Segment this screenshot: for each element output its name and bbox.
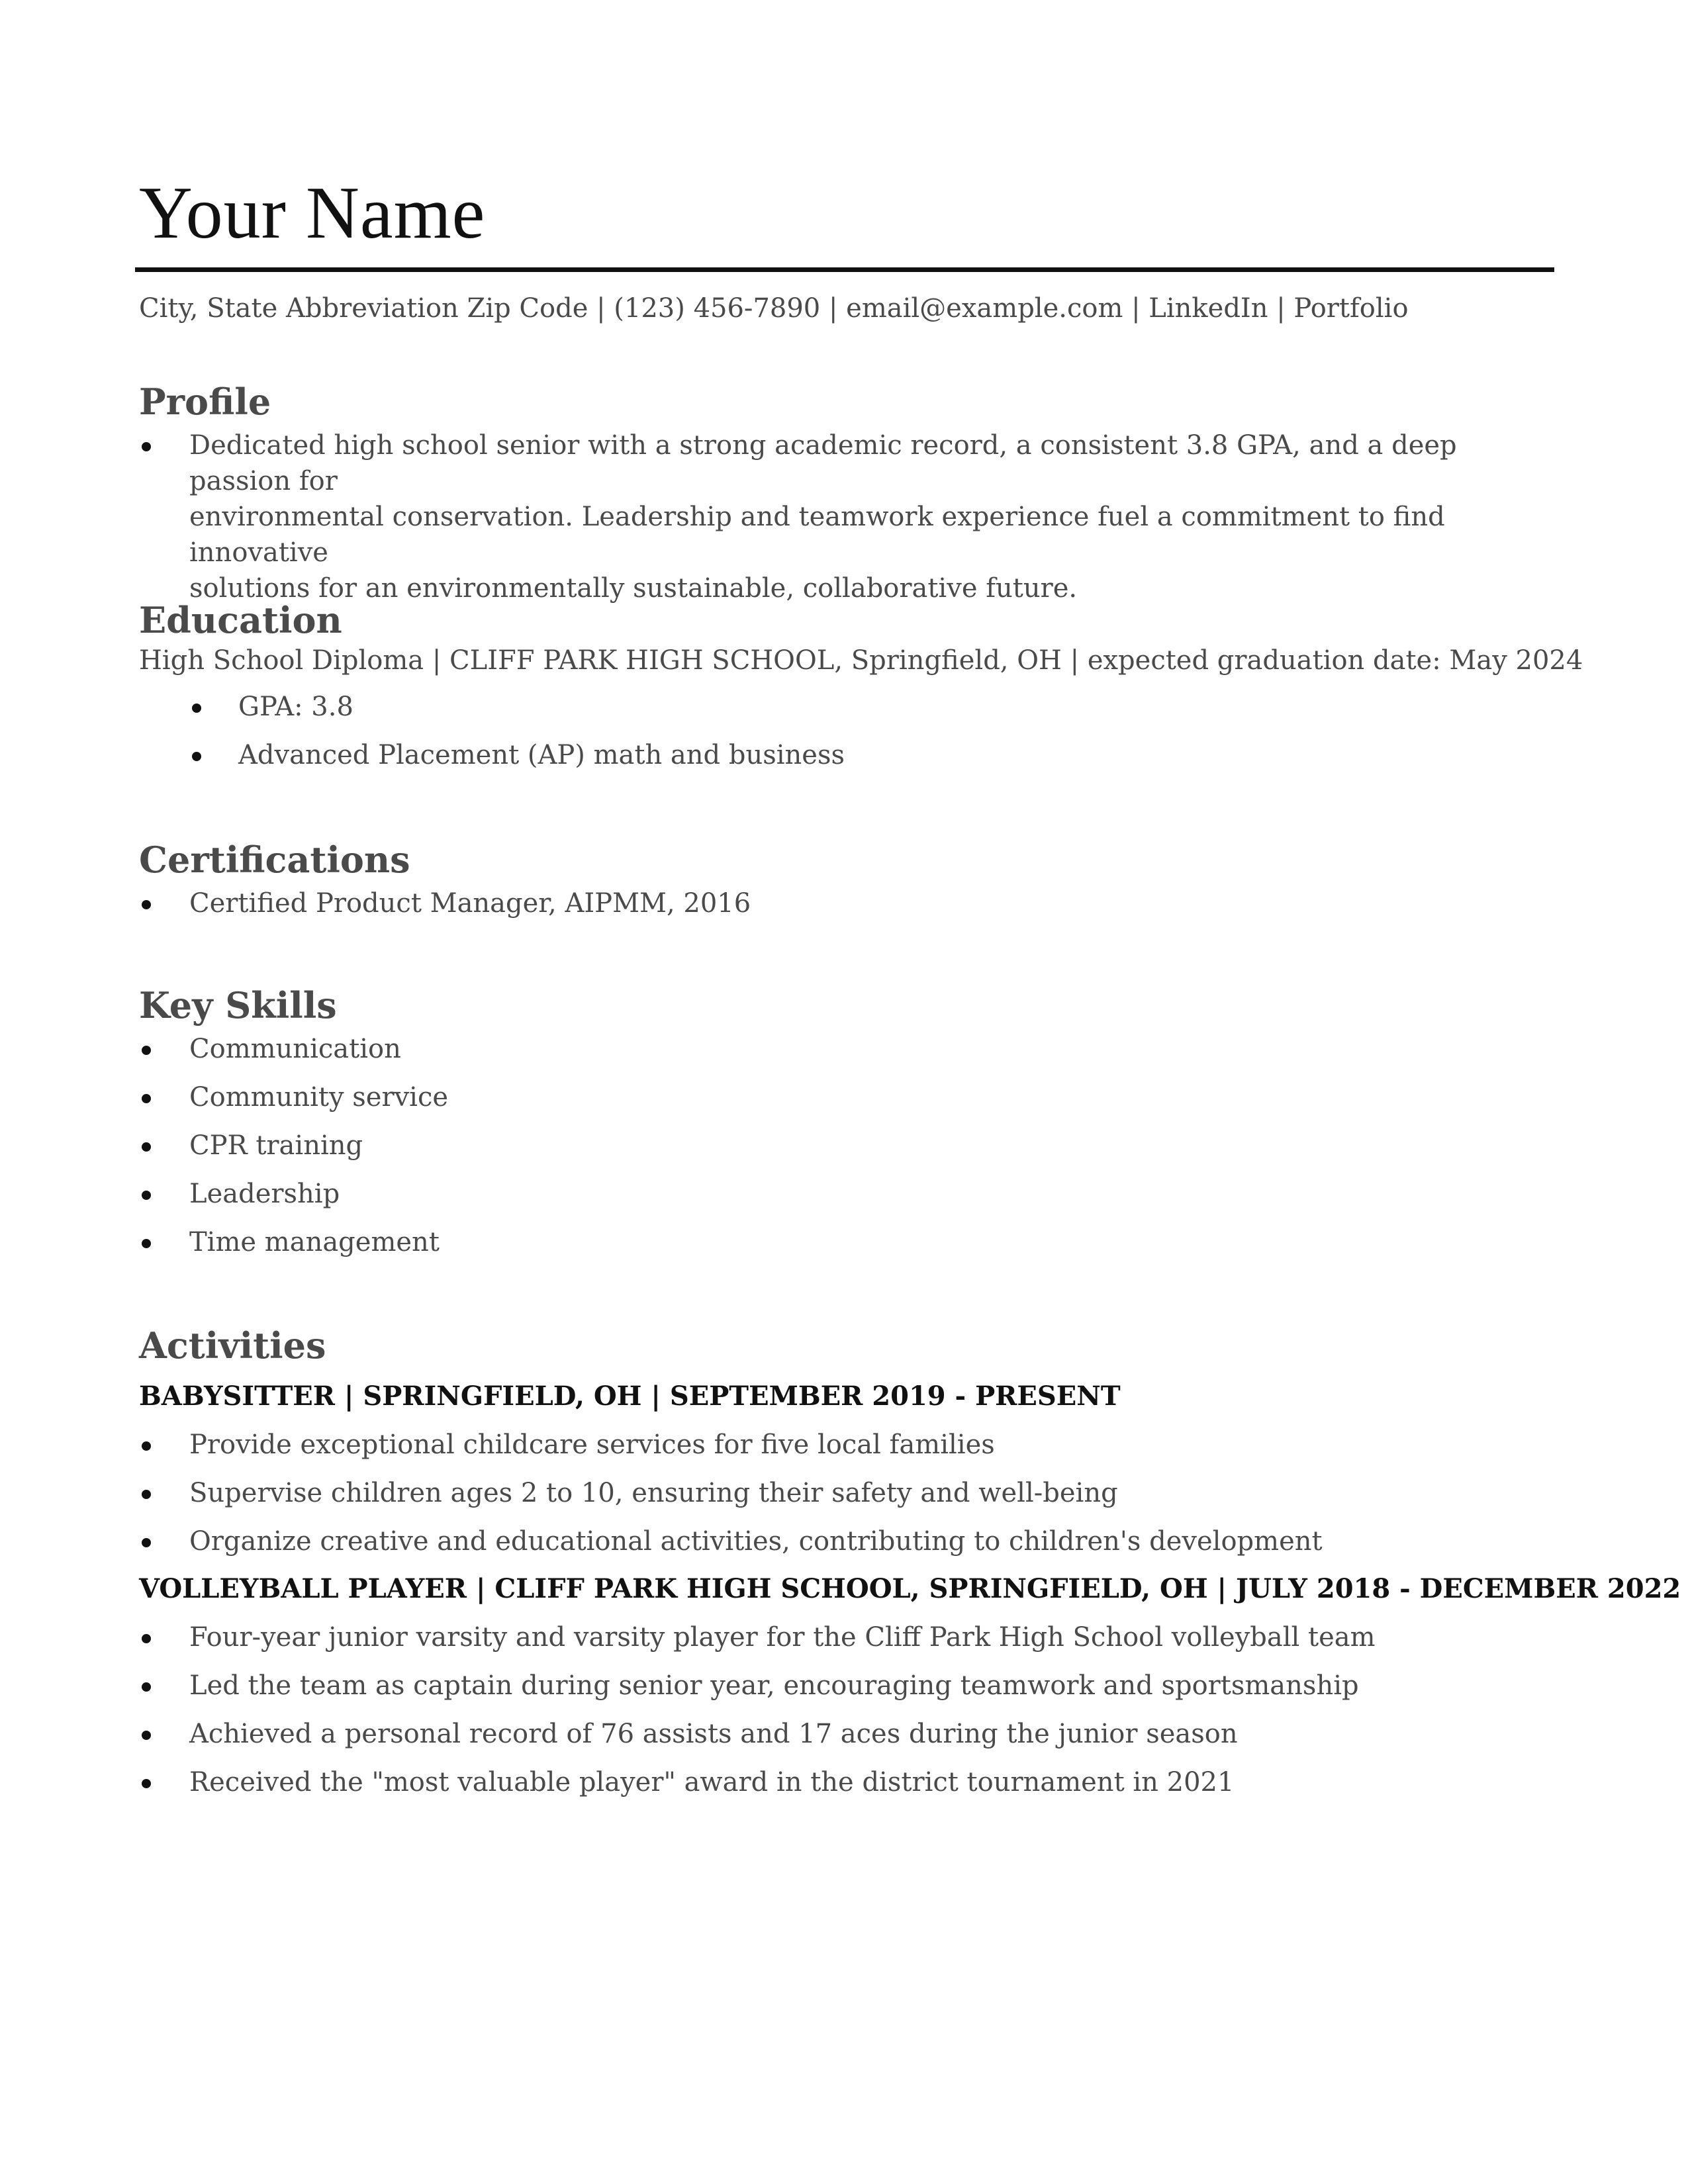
bullet-icon xyxy=(142,1634,151,1643)
activity-item xyxy=(139,1475,1553,1511)
skill-item xyxy=(139,1079,1553,1115)
section-title-profile: Profile xyxy=(139,381,271,423)
activity-item xyxy=(139,1619,1553,1655)
bullet-icon xyxy=(142,1142,151,1152)
education-degree-line: High School Diploma | CLIFF PARK HIGH SCHOOL, Springfield, OH | expected graduation date: May 2024 xyxy=(139,645,1583,676)
activity-item-text: Achieved a personal record of 76 assists and 17 aces during the junior season xyxy=(189,1719,1238,1749)
bullet-icon xyxy=(142,1490,151,1499)
section-title-education: Education xyxy=(139,599,342,641)
profile-line: environmental conservation. Leadership and teamwork experience fuel a commitment to find innovative xyxy=(189,502,1445,568)
bullet-icon xyxy=(142,1094,151,1103)
activity-item-text: Provide exceptional childcare services for five local families xyxy=(189,1430,995,1460)
education-list xyxy=(139,689,1553,773)
bullet-icon xyxy=(142,900,151,909)
skill-item-text: Community service xyxy=(189,1082,449,1113)
bullet-icon xyxy=(142,1046,151,1055)
resume-header xyxy=(139,173,1553,253)
bullet-icon xyxy=(142,442,151,451)
bullet-icon xyxy=(142,1239,151,1248)
skill-item xyxy=(139,1128,1553,1163)
contact-line: City, State Abbreviation Zip Code | (123) 456-7890 | email@example.com | LinkedIn | Portfolio xyxy=(139,293,1409,324)
activity-item-text: Four-year junior varsity and varsity player for the Cliff Park High School volleyball team xyxy=(189,1622,1376,1653)
certifications-section xyxy=(139,837,1553,921)
bullet-icon xyxy=(142,1731,151,1740)
activity-item xyxy=(139,1668,1553,1704)
activity-item xyxy=(139,1716,1553,1752)
activity-item xyxy=(139,1524,1553,1559)
education-item-text: Advanced Placement (AP) math and business xyxy=(238,740,845,770)
bullet-icon xyxy=(142,1779,151,1788)
skills-section xyxy=(139,982,1553,1273)
skill-item-text: Leadership xyxy=(189,1179,340,1209)
activity-list xyxy=(139,1427,1553,1559)
profile-section xyxy=(139,379,1553,606)
header-divider xyxy=(135,267,1554,272)
bullet-icon xyxy=(142,1538,151,1547)
education-item-text: GPA: 3.8 xyxy=(238,692,353,722)
activity-item-text: Received the "most valuable player" award in the district tournament in 2021 xyxy=(189,1767,1235,1797)
education-item xyxy=(139,737,1553,773)
bullet-icon xyxy=(142,1682,151,1692)
bullet-icon xyxy=(142,1191,151,1200)
activity-list xyxy=(139,1619,1553,1800)
activity-item xyxy=(139,1427,1553,1463)
section-title-activities: Activities xyxy=(139,1324,326,1367)
activities-section xyxy=(139,1322,1681,1813)
activity-item-text: Organize creative and educational activities, contributing to children's development xyxy=(189,1526,1323,1557)
profile-line: solutions for an environmentally sustainable, collaborative future. xyxy=(189,573,1078,604)
activity-item xyxy=(139,1764,1553,1800)
activity-heading: VOLLEYBALL PLAYER | CLIFF PARK HIGH SCHOOL, SPRINGFIELD, OH | JULY 2018 - DECEMBER 2022 xyxy=(139,1573,1681,1604)
certification-item-text: Certified Product Manager, AIPMM, 2016 xyxy=(189,888,751,919)
section-title-certifications: Certifications xyxy=(139,839,410,881)
skill-item-text: Communication xyxy=(189,1034,401,1064)
certification-item xyxy=(139,886,1553,921)
skills-list xyxy=(139,1031,1553,1260)
candidate-name: Your Name xyxy=(139,172,486,254)
activity-item-text: Led the team as captain during senior year, encouraging teamwork and sportsmanship xyxy=(189,1670,1359,1701)
section-title-skills: Key Skills xyxy=(139,984,337,1026)
education-section xyxy=(139,597,1583,786)
activity-item-text: Supervise children ages 2 to 10, ensuring their safety and well-being xyxy=(189,1478,1118,1508)
profile-line: Dedicated high school senior with a strong academic record, a consistent 3.8 GPA, and a deep passion for xyxy=(189,430,1457,496)
skill-item xyxy=(139,1031,1553,1067)
education-item xyxy=(139,689,1553,725)
skill-item-text: Time management xyxy=(189,1227,440,1257)
activity-heading: BABYSITTER | SPRINGFIELD, OH | SEPTEMBER 2019 - PRESENT xyxy=(139,1381,1121,1412)
bullet-icon xyxy=(142,1441,151,1451)
skill-item-text: CPR training xyxy=(189,1130,363,1161)
skill-item xyxy=(139,1224,1553,1260)
skill-item xyxy=(139,1176,1553,1212)
profile-item xyxy=(139,428,1553,606)
bullet-icon xyxy=(192,704,201,713)
bullet-icon xyxy=(192,752,201,761)
certifications-list xyxy=(139,886,1553,921)
profile-list xyxy=(139,428,1553,606)
